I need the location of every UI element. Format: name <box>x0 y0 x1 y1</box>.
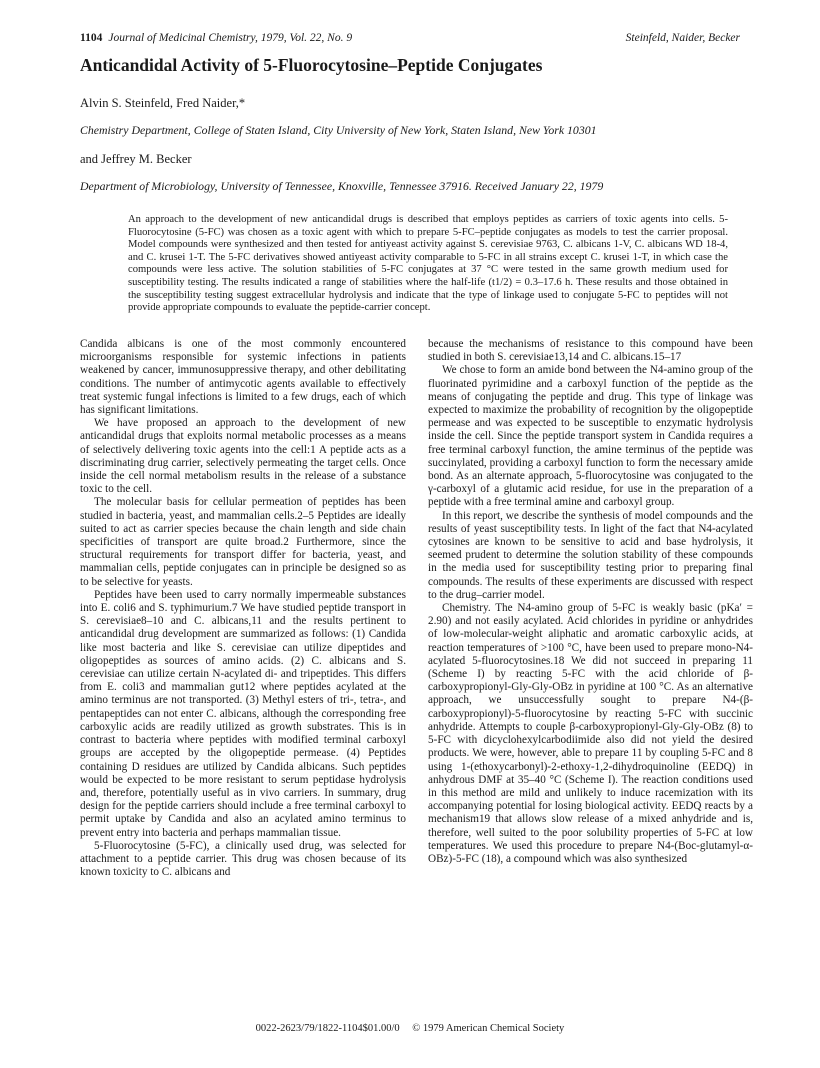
paragraph: Peptides have been used to carry normally impermeable substances into E. coli6 and S. typhimurium.7 We have studied peptide transport in S. cerevisiae8–10 and C. albicans,11 and the results pertinent to anticandidal drug development are summarized as follows: (1) Candida like most bacteria and like S. cerevisiae can utilize dipeptides and oligopeptides as sources of amino acids. (2) C. albicans and S. cerevisiae can utilize certain N-acylated di- and tripeptides. This differs from E. coli3 and mammalian gut12 where peptides acylated at the amino terminus are not transported. (3) Methyl esters of tri-, tetra-, and pentapeptides can not enter C. albicans, although the corresponding free carboxylic acids are readily utilized as growth substrates. This is in contrast to bacteria where peptides with modified terminal carboxyl groups are accepted by the oligopeptide permease. (4) Peptides containing D residues are utilized by Candida albicans. Such peptides would be expected to be more resistant to serum peptidase hydrolysis and, therefore, potentially useful as in vivo carriers. In summary, drug design for the peptide carriers should include a free terminal carboxyl to permit uptake by Candida and also an acylated amino terminus to prevent entry into bacteria and perhaps mammalian tissue. <box>80 588 406 839</box>
paragraph: 5-Fluorocytosine (5-FC), a clinically used drug, was selected for attachment to a peptide carrier. This drug was chosen because of its known toxicity to C. albicans and <box>80 839 406 879</box>
paragraph: Candida albicans is one of the most commonly encountered microorganisms responsible for systemic infections in patients weakened by cancer, immunosuppressive therapy, and other debilitating conditions. The number of antimycotic agents available to effectively treat systemic fungal infections is limited to a few drugs, each of which has significant limitations. <box>80 338 406 417</box>
paragraph: Chemistry. The N4-amino group of 5-FC is weakly basic (pKa′ = 2.90) and not easily acylated. Acid chlorides in pyridine or anhydrides of low-molecular-weight aliphatic and aromatic carboxylic acids, at reaction temperatures of >100 °C, have been used to prepare mono-N4-acylated 5-fluorocytosines.18 We did not succeed in preparing 11 (Scheme I) by reacting 5-FC with the acid chloride of β-carboxypropionyl-Gly-Gly-OBz in pyridine at 100 °C. As an alternative approach, we unsuccessfully sought to prepare N4-(β-carboxypropionyl)-5-fluorocytosine by reacting 5-FC with succinic anhydride. Attempts to couple β-carboxypropionyl-Gly-Gly-OBz (8) to 5-FC with dicyclohexylcarbodiimide also did not yield the desired products. We were, however, able to prepare 11 by coupling 5-FC and 8 using 1-(ethoxycarbonyl)-2-ethoxy-1,2-dihydroquinoline (EEDQ) in anhydrous DMF at 35–40 °C (Scheme I). The reaction conditions used in this method are mild and unlikely to induce racemization with its accompanying potential for losing biological activity. EEDQ reacts by a mechanism19 that allows slow release of a mixed anhydride and is, therefore, well suited to the poor solubility properties of 5-FC at low temperatures. We used this procedure to prepare N4-(Boc-glutamyl-α-OBz)-5-FC (18), a compound which was also synthesized <box>428 602 753 865</box>
footer-code: 0022-2623/79/1822-1104$01.00/0 <box>255 1023 400 1034</box>
author-line-1: Alvin S. Steinfeld, Fred Naider,* <box>80 96 246 110</box>
affiliation-1: Chemistry Department, College of Staten Island, City University of New York, Staten Island, New York 10301 <box>80 123 597 137</box>
running-head-authors: Steinfeld, Naider, Becker <box>625 32 740 44</box>
page-number: 1104 <box>80 32 103 44</box>
article-title: Anticandidal Activity of 5-Fluorocytosine–Peptide Conjugates <box>80 55 543 75</box>
footer-copyright: © 1979 American Chemical Society <box>412 1023 565 1034</box>
paragraph: The molecular basis for cellular permeation of peptides has been studied in bacteria, yeast, and mammalian cells.2–5 Peptides are ideally suited to act as carrier species because the chain length and side chain specificities of transport are quite broad.2 Furthermore, since the structural requirements for transport differ for bacteria, yeast, and mammalian cells, peptide conjugates can in principle be designed so as to be selective for yeasts. <box>80 496 406 588</box>
paragraph: We have proposed an approach to the development of new anticandidal drugs that exploits normal metabolic processes as a means of selectively delivering toxic agents into the cell:1 A peptide acts as a discriminating drug carrier, selectively permeating the target cells. Once inside the cell normal metabolism results in the release of a substance toxic to the cell. <box>80 417 406 496</box>
author-line-2: and Jeffrey M. Becker <box>80 152 192 166</box>
page-footer <box>80 1022 740 1036</box>
body-column-right <box>428 338 753 866</box>
abstract-text: An approach to the development of new anticandidal drugs is described that employs peptides as carriers of toxic agents into cells. 5-Fluorocytosine (5-FC) was chosen as a toxic agent with which to prepare 5-FC–peptide conjugates as models to test the carrier proposal. Model compounds were synthesized and then tested for antiyeast activity against S. cerevisiae 9763, C. albicans 1-V, C. albicans WD 18-4, and C. krusei 1-T. The 5-FC derivatives showed antiyeast activity comparable to 5-FC in all strains except C. krusei 1-T, in which case the compounds were less active. The solution stabilities of 5-FC conjugates at 37 °C were tested in the same growth medium used for susceptibility testing. The results indicated a range of stabilities where the half-life (t1/2) = 0.3–17.6 h. These results and those obtained in the susceptibility testing suggest extracellular hydrolysis and indicate that the type of linkage used to conjugate 5-FC to peptides will not provide appropriate compounds to evaluate the peptide-carrier concept. <box>128 214 728 314</box>
journal-citation: Journal of Medicinal Chemistry, 1979, Vol. 22, No. 9 <box>108 32 353 44</box>
paragraph: because the mechanisms of resistance to this compound have been studied in both S. cerevisiae13,14 and C. albicans.15–17 <box>428 338 753 364</box>
paragraph: In this report, we describe the synthesis of model compounds and the results of yeast susceptibility tests. In light of the fact that N4-acylated cytosines are known to be sensitive to acid and base hydrolysis, it seemed prudent to determine the solution stability of these compounds in the media used for susceptibility testing prior to preparing final compounds. The results of these experiments are discussed with respect to the drug–carrier model. <box>428 509 753 601</box>
affiliation-2: Department of Microbiology, University of Tennessee, Knoxville, Tennessee 37916. Received January 22, 1979 <box>80 179 604 193</box>
paragraph: We chose to form an amide bond between the N4-amino group of the fluorinated pyrimidine and a carboxyl function of the peptide as the means of conjugating the peptide and drug. This type of linkage was expected to maximize the probability of recognition by the oligopeptide permease and was expected to be susceptible to enzymatic hydrolysis inside the cell. Since the peptide transport system in Candida requires a free terminal carboxyl function, the amine terminus of the peptide was succinylated, providing a carboxyl function to form the necessary amide bond. As an alternate approach, 5-fluorocytosine was conjugated to the γ-carboxyl of a glutamic acid residue, for use in the preparation of a peptide with a free terminal amine and carboxyl group. <box>428 364 753 509</box>
body-column-left <box>80 338 406 879</box>
running-head <box>80 30 740 46</box>
abstract <box>128 214 728 315</box>
running-head-left <box>80 30 352 46</box>
